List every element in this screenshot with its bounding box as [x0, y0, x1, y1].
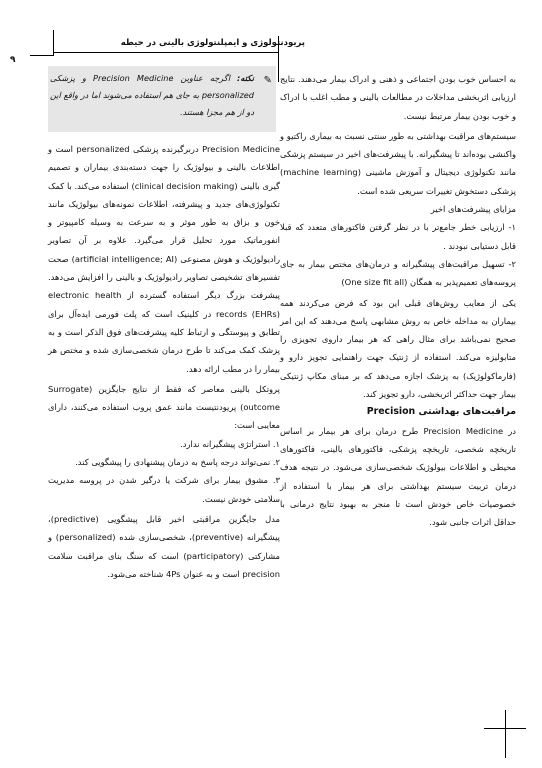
- note-body: [50, 70, 254, 121]
- paragraph: مدل جایگزین مراقبتی اخیر قابل پیشگویی (predictive)، پیشگیرانه (preventive)، شخصی‌سازی شده (personalized) و مشارکتی (participatory) است که سنگ بنای مراقبت سلامت precision است و به عنوان 4Ps شناخته می‌شود.: [48, 513, 280, 579]
- list-item: ۱. استراتژی پیشگیرانه ندارد.: [180, 438, 280, 449]
- header-title: پریودنتولوژی و ایمپلنتولوژی بالینی در حیطه: [120, 38, 305, 48]
- header-rule: [53, 52, 278, 53]
- paragraph: سیستم‌های مراقبت بهداشتی به طور سنتی نسبت به بیماری راکتیو و واکنشی بوده‌اند تا پیشگیرانه. با پیشرفت‌های اخیر در سیستم پزشکی مانند تکنولوژی دیجیتال و آموزش ماشینی (machine learning) پزشکی دستخوش تغییرات سریعی شده است.: [280, 130, 516, 196]
- crop-mark-top-left-h: [30, 55, 54, 56]
- note-text: اگرچه عناوین Precision Medicine و پزشکی personalized به جای هم استفاده می‌شوند اما در واقع این دو از هم مجزا هستند.: [50, 73, 254, 117]
- paragraph: پروتکل بالینی معاصر که فقط از نتایج جایگزین (Surrogate outcome) پریودنتیست مانند عمق پروب استفاده می‌کنند، دارای معایبی است:: [48, 383, 280, 431]
- pencil-icon: ✎: [263, 75, 272, 86]
- note-title: نکته:: [237, 73, 254, 83]
- crop-mark-bottom-right-v: [505, 710, 506, 758]
- right-column: [280, 70, 516, 531]
- section-heading: مراقبت‌های بهداشتی Precision: [366, 406, 516, 418]
- list-item: ۲- تسهیل مراقبت‌های پیشگیرانه و درمان‌های مختص بیمار به جای پروسه‌های تعمیم‌پذیر به همگان (One size fit all): [280, 258, 516, 288]
- paragraph: در Precision Medicine طرح درمان برای هر بیمار بر اساس تاریخچه شخصی، تاریخچه پزشکی، فاکتورهای بالینی، فاکتورهای محیطی و اطلاعات بیولوژیک شخصی‌سازی می‌شود. در نتیجه هدف درمان تربیت سیستم بهداشتی برای هر بیمار با استفاده از خصوصیات خاص خودش است تا منجر به بهبود نتایج درمانی با حداقل اثرات جانبی شود.: [280, 425, 517, 528]
- paragraph: به احساس خوب بودن اجتماعی و ذهنی و ادراک بیمار می‌دهند. نتایج ارزیابی اثربخشی مداخلات در مطالعات بالینی و مطب اغلب با ادراک و خوب بودن بیمار مرتبط نیست.: [280, 74, 516, 121]
- list-item: ۱- ارزیابی خطر جامع‌تر با در نظر گرفتن فاکتورهای متعدد که قبلا قابل دستیابی نبودند .: [280, 222, 516, 251]
- note-box: [48, 66, 276, 132]
- running-header: [35, 38, 305, 50]
- paragraph: Precision Medicine دربرگیرنده پزشکی personalized است و اطلاعات بالینی و بیولوژیک را جهت دسته‌بندی بیماران و تصمیم گیری بالینی (clinical decision making) استفاده می‌کند. با کمک تکنولوژی‌های جدید و پیشرفته، اطلاعات نمونه‌های بیولوژیک مانند خون و بزاق به طور موثر و به سرعت به وسیله کامپیوتر و انفورماتیک مورد تحلیل قرار می‌گیرد. علاوه بر آن تصاویر رادیولوژیک و هوش مصنوعی (artificial intelligence; AI) صحت تفسیرهای تشخیصی تصاویر رادیولوژیک و بالینی را افزایش می‌دهد. پیشرفت بزرگ دیگر استفاده گسترده از electronic health records (EHRs) در کلینیک است که پلت فورمی ایده‌آل برای تطابق و پیوستگی و ارتباط کلیه پیشرفت‌های فوق الذکر است و به پزشک کمک می‌کند تا طرح درمان شخصی‌سازی شده و مختص هر بیمار را در مطب ارائه دهد.: [48, 144, 281, 374]
- page-number: ۹: [10, 55, 16, 65]
- paragraph: یکی از معایب روش‌های قبلی این بود که فرض می‌کردند همه بیماران به مداخله خاص به روش مشابهی پاسخ می‌دهند که این امر صحیح نمی‌باشد برای مثال راهی که هر بیمار داروی تجویزی را متابولیزه می‌کند. استفاده از ژنتیک جهت راهنمایی تجویز دارو و (فارماکولوژیک) به پزشک اجازه می‌دهد که بر مبنای مکاپ ژنتیکی بیمار جهت حداکثر اثربخشی، دارو تجویز کند.: [280, 297, 516, 400]
- list-item: ۳. مشوق بیمار برای شرکت یا درگیر شدن در پروسه مدیریت سلامتی خودش نیست.: [48, 475, 280, 504]
- left-column: [48, 140, 280, 583]
- list-item: ۲. نمی‌تواند درجه پاسخ به درمان پیشنهادی را پیشگویی کند.: [75, 457, 280, 468]
- subheading: مزایای پیشرفت‌های اخیر: [430, 204, 516, 215]
